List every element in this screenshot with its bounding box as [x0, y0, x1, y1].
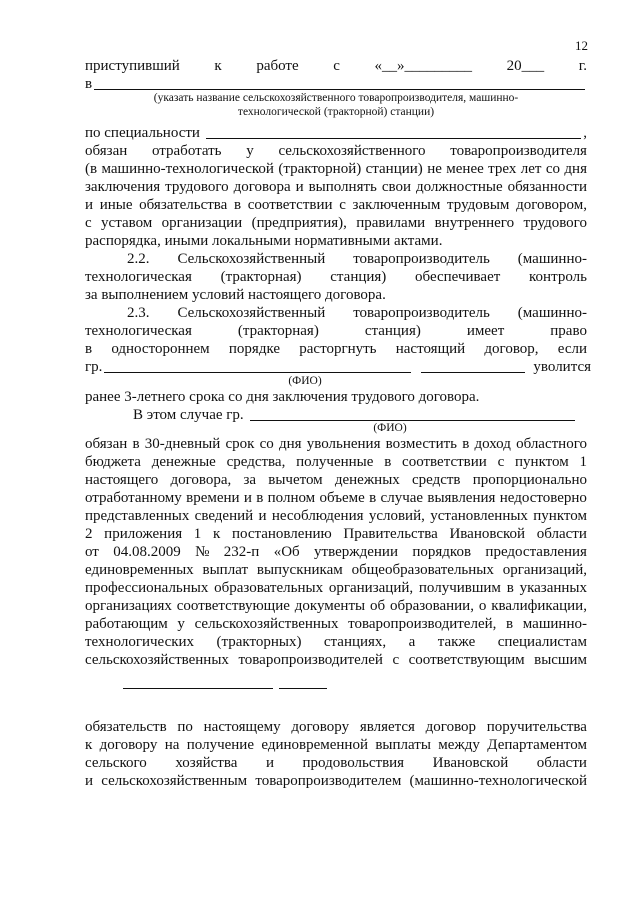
word: и [265, 755, 274, 771]
word: областного [516, 436, 587, 452]
word: образовании, [389, 598, 474, 614]
word: товаропроизводителей [238, 652, 383, 668]
word: высшим [534, 652, 587, 668]
word: средства, [226, 454, 286, 470]
word: машинно- [522, 616, 587, 632]
word: вычетом [268, 472, 323, 488]
field-caption: (ФИО) [373, 422, 407, 434]
word: соответствии [402, 454, 487, 470]
word: соответствующие [176, 598, 290, 614]
word: и [295, 179, 304, 195]
word: г. [578, 58, 587, 74]
word: (предприятия), [251, 215, 347, 231]
word: Департаментом [487, 737, 587, 753]
word: срок [225, 436, 255, 452]
word: единовременных [85, 562, 194, 578]
word: работающим [85, 616, 168, 632]
word: трудового [165, 179, 229, 195]
blank-line [104, 372, 411, 373]
word: у [246, 143, 254, 159]
word: 1 [579, 454, 587, 470]
word: товаропроизводитель [353, 305, 490, 321]
text-line [85, 615, 587, 633]
text-line [85, 322, 587, 340]
word: отработать [151, 143, 222, 159]
word: установленных [430, 508, 528, 524]
word: (тракторная) [237, 323, 319, 339]
word: с [85, 215, 92, 231]
word: Правительства [343, 526, 438, 542]
word: контроль [529, 269, 587, 285]
word: станция) [330, 269, 387, 285]
word: предоставления [485, 544, 587, 560]
word: организации [161, 215, 243, 231]
word: получившим [418, 580, 501, 596]
text-line [85, 597, 587, 615]
text-line [85, 561, 587, 579]
word: обязательств [85, 719, 167, 735]
word: увольнения [306, 436, 381, 452]
word: квалификации, [491, 598, 587, 614]
text-line [85, 633, 587, 651]
word: лет [520, 161, 542, 177]
word: порядке [228, 341, 281, 357]
word: специалистам [497, 634, 587, 650]
word: станция) [364, 323, 421, 339]
word: полном [267, 490, 316, 506]
word: организациях [85, 598, 172, 614]
word: несоблюдения [271, 508, 364, 524]
word: отработанному [85, 490, 182, 506]
word: выпускникам [256, 562, 343, 578]
text-line [85, 406, 587, 424]
word: организаций, [502, 562, 587, 578]
word: в [506, 616, 514, 632]
word: объеме [319, 490, 365, 506]
word: 04.08.2009 [113, 544, 181, 560]
word: имеет [466, 323, 505, 339]
word: приступивший [85, 58, 180, 74]
word: сельскохозяйственного [278, 143, 426, 159]
word: технологических [85, 634, 195, 650]
word: утверждении [314, 544, 398, 560]
word: времени [186, 490, 240, 506]
word: образовательных [214, 580, 324, 596]
text-line [85, 718, 587, 736]
word: денежных [334, 472, 400, 488]
word: доход [474, 436, 511, 452]
word: заключения [85, 179, 161, 195]
word: товаропроизводителя [450, 143, 587, 159]
word: 2.2. [127, 251, 150, 267]
blank-line [421, 372, 525, 373]
word: возместить [385, 436, 458, 452]
word: с [339, 197, 346, 213]
word: общеобразовательных [351, 562, 494, 578]
word: сельскохозяйственных [194, 616, 339, 632]
text-line [85, 124, 587, 142]
word: правилами [356, 215, 426, 231]
word: в [85, 341, 93, 357]
blank-line [123, 688, 273, 689]
word: в [132, 436, 140, 452]
text-line [85, 196, 587, 214]
text-line: за выполнением условий настоящего договора. [85, 287, 386, 303]
blank-line [94, 89, 585, 90]
word: товаропроизводитель [353, 251, 490, 267]
word: «__»_________ [374, 58, 473, 74]
word: дня [564, 161, 587, 177]
word: трудового [523, 215, 587, 231]
word: станции) [365, 161, 423, 177]
word: продовольствия [302, 755, 405, 771]
word: порядков [412, 544, 472, 560]
word: должностные [415, 179, 503, 195]
word: о [478, 598, 487, 614]
word: обеспечивает [415, 269, 501, 285]
word: сельского [85, 755, 147, 771]
word: настоящий [395, 341, 466, 357]
text-line [85, 489, 587, 507]
word: в [256, 490, 264, 506]
word: денежные [151, 454, 216, 470]
word: технологическая [85, 269, 192, 285]
word: трех [488, 161, 517, 177]
text-line [85, 579, 587, 597]
text-line [85, 178, 587, 196]
text-line [85, 453, 587, 471]
word: профессиональных [85, 580, 209, 596]
word: с [333, 58, 340, 74]
text-line [85, 250, 587, 268]
word: 2.3. [127, 305, 150, 321]
text-line [85, 57, 587, 75]
word: (тракторных) [216, 634, 302, 650]
word: (тракторной) [278, 161, 362, 177]
word: единовременной [261, 737, 368, 753]
word: договор, [484, 341, 539, 357]
word: и [85, 773, 94, 789]
word: постановлению [231, 526, 332, 542]
word: сельскохозяйственных [85, 652, 229, 668]
word: расторгнуть [299, 341, 377, 357]
word: «Об [273, 544, 300, 560]
word: настоящего [85, 472, 159, 488]
word: (в [85, 161, 98, 177]
word: является [359, 719, 415, 735]
word: свои [381, 179, 411, 195]
word: договору [291, 719, 350, 735]
word: в [462, 436, 470, 452]
word: 2 [85, 526, 93, 542]
word: (машинно-технологической [409, 773, 587, 789]
text-line [85, 304, 587, 322]
word: случае [380, 490, 424, 506]
word: Сельскохозяйственный [177, 305, 326, 321]
word: документы [294, 598, 366, 614]
word: сведений [194, 508, 254, 524]
word: и [243, 490, 252, 506]
word: на [164, 737, 180, 753]
word: не [427, 161, 442, 177]
line-prefix: по специальности [85, 125, 200, 141]
line-prefix: В этом случае гр. [133, 407, 244, 423]
word: к [212, 526, 221, 542]
word: и [85, 197, 94, 213]
word: между [438, 737, 480, 753]
word: хозяйства [175, 755, 238, 771]
word: также [437, 634, 476, 650]
word: области [536, 755, 587, 771]
word: получение [186, 737, 254, 753]
word: недостоверно [499, 490, 587, 506]
word: 20___ [506, 58, 545, 74]
blank-line [279, 688, 327, 689]
word: в [384, 454, 392, 470]
text-line [85, 543, 587, 561]
word: иные [99, 197, 133, 213]
word: в [506, 580, 514, 596]
word: 30-дневный [144, 436, 221, 452]
text-line [85, 268, 587, 286]
word: договора [233, 179, 291, 195]
word: пропорционально [472, 472, 587, 488]
text-line [85, 340, 587, 358]
word: обязан [85, 143, 128, 159]
word: (машинно- [517, 305, 587, 321]
word: представленных [85, 508, 190, 524]
word: заключенным [352, 197, 441, 213]
line-prefix: в [85, 76, 93, 92]
word: соответствии [247, 197, 333, 213]
field-caption: (ФИО) [288, 375, 322, 387]
word: указанных [519, 580, 587, 596]
word: у [177, 616, 185, 632]
word: дня [278, 436, 302, 452]
word: уставом [101, 215, 153, 231]
word: одностороннем [111, 341, 210, 357]
word: условий, [368, 508, 425, 524]
word: настоящему [203, 719, 281, 735]
word: станциях, [323, 634, 387, 650]
word: со [259, 436, 274, 452]
word: соответствующим [408, 652, 525, 668]
word: от [85, 544, 99, 560]
word: по [177, 719, 193, 735]
text-line [85, 435, 587, 453]
word: пунктом [515, 454, 569, 470]
word: средств [411, 472, 461, 488]
word: за [243, 472, 257, 488]
word: Ивановской [432, 755, 509, 771]
word: внутреннего [434, 215, 515, 231]
text-line: распорядка, иными локальными нормативными актами. [85, 233, 443, 249]
word: если [557, 341, 587, 357]
word: с [497, 454, 505, 470]
word: Ивановской [449, 526, 526, 542]
word: товаропроизводителей, [348, 616, 497, 632]
field-caption: (указать название сельскохозяйственного товаропроизводителя, машинно- [153, 92, 519, 104]
word: приложения [104, 526, 183, 542]
word: товаропроизводителем [255, 773, 402, 789]
word: и [258, 508, 267, 524]
text-line [85, 142, 587, 160]
word: договора, [170, 472, 232, 488]
text-line [85, 525, 587, 543]
word: машинно-технологической [101, 161, 274, 177]
text-line: ранее 3-летнего срока со дня заключения трудового договора. [85, 389, 480, 405]
word: обязательства [139, 197, 228, 213]
word: трудовым [447, 197, 510, 213]
word: поручительства [486, 719, 587, 735]
field-caption: технологической (тракторной) станции) [237, 106, 435, 118]
word: с [392, 652, 400, 668]
word: № [195, 544, 210, 560]
text-line [85, 688, 587, 692]
word: технологическая [85, 323, 192, 339]
word: в [369, 490, 377, 506]
text-line [85, 160, 587, 178]
word: в [234, 197, 242, 213]
word: обязанности [507, 179, 587, 195]
word: (тракторная) [220, 269, 302, 285]
word: к [214, 58, 222, 74]
text-line [85, 507, 587, 525]
word: 1 [193, 526, 202, 542]
text-line [85, 736, 587, 754]
word: договор [425, 719, 477, 735]
page-number: 12 [575, 38, 588, 53]
text-line [85, 651, 587, 669]
word: работе [256, 58, 299, 74]
word: договором, [516, 197, 587, 213]
word: выплат [202, 562, 249, 578]
word: к [85, 737, 93, 753]
word: пунктом [533, 508, 587, 524]
word: сельскохозяйственным [101, 773, 248, 789]
line-suffix: , [583, 125, 587, 141]
line-prefix: гр. [85, 359, 103, 375]
word: 232-п [223, 544, 260, 560]
word: договору [99, 737, 158, 753]
word: об [369, 598, 386, 614]
word: полученные [296, 454, 374, 470]
word: обязан [85, 436, 128, 452]
word: Сельскохозяйственный [177, 251, 326, 267]
word: право [550, 323, 587, 339]
text-line [85, 471, 587, 489]
word: выполнять [308, 179, 377, 195]
blank-line [206, 138, 581, 139]
word: выявления [427, 490, 496, 506]
word: выплаты [375, 737, 431, 753]
word: области [536, 526, 587, 542]
word: со [545, 161, 561, 177]
text-line [85, 772, 587, 790]
line-suffix: уволится [533, 359, 591, 375]
word: (машинно- [517, 251, 587, 267]
word: менее [446, 161, 484, 177]
word: организаций, [328, 580, 414, 596]
word: а [408, 634, 416, 650]
word: бюджета [85, 454, 141, 470]
text-line [85, 754, 587, 772]
text-line [85, 358, 591, 376]
text-line [85, 214, 587, 232]
